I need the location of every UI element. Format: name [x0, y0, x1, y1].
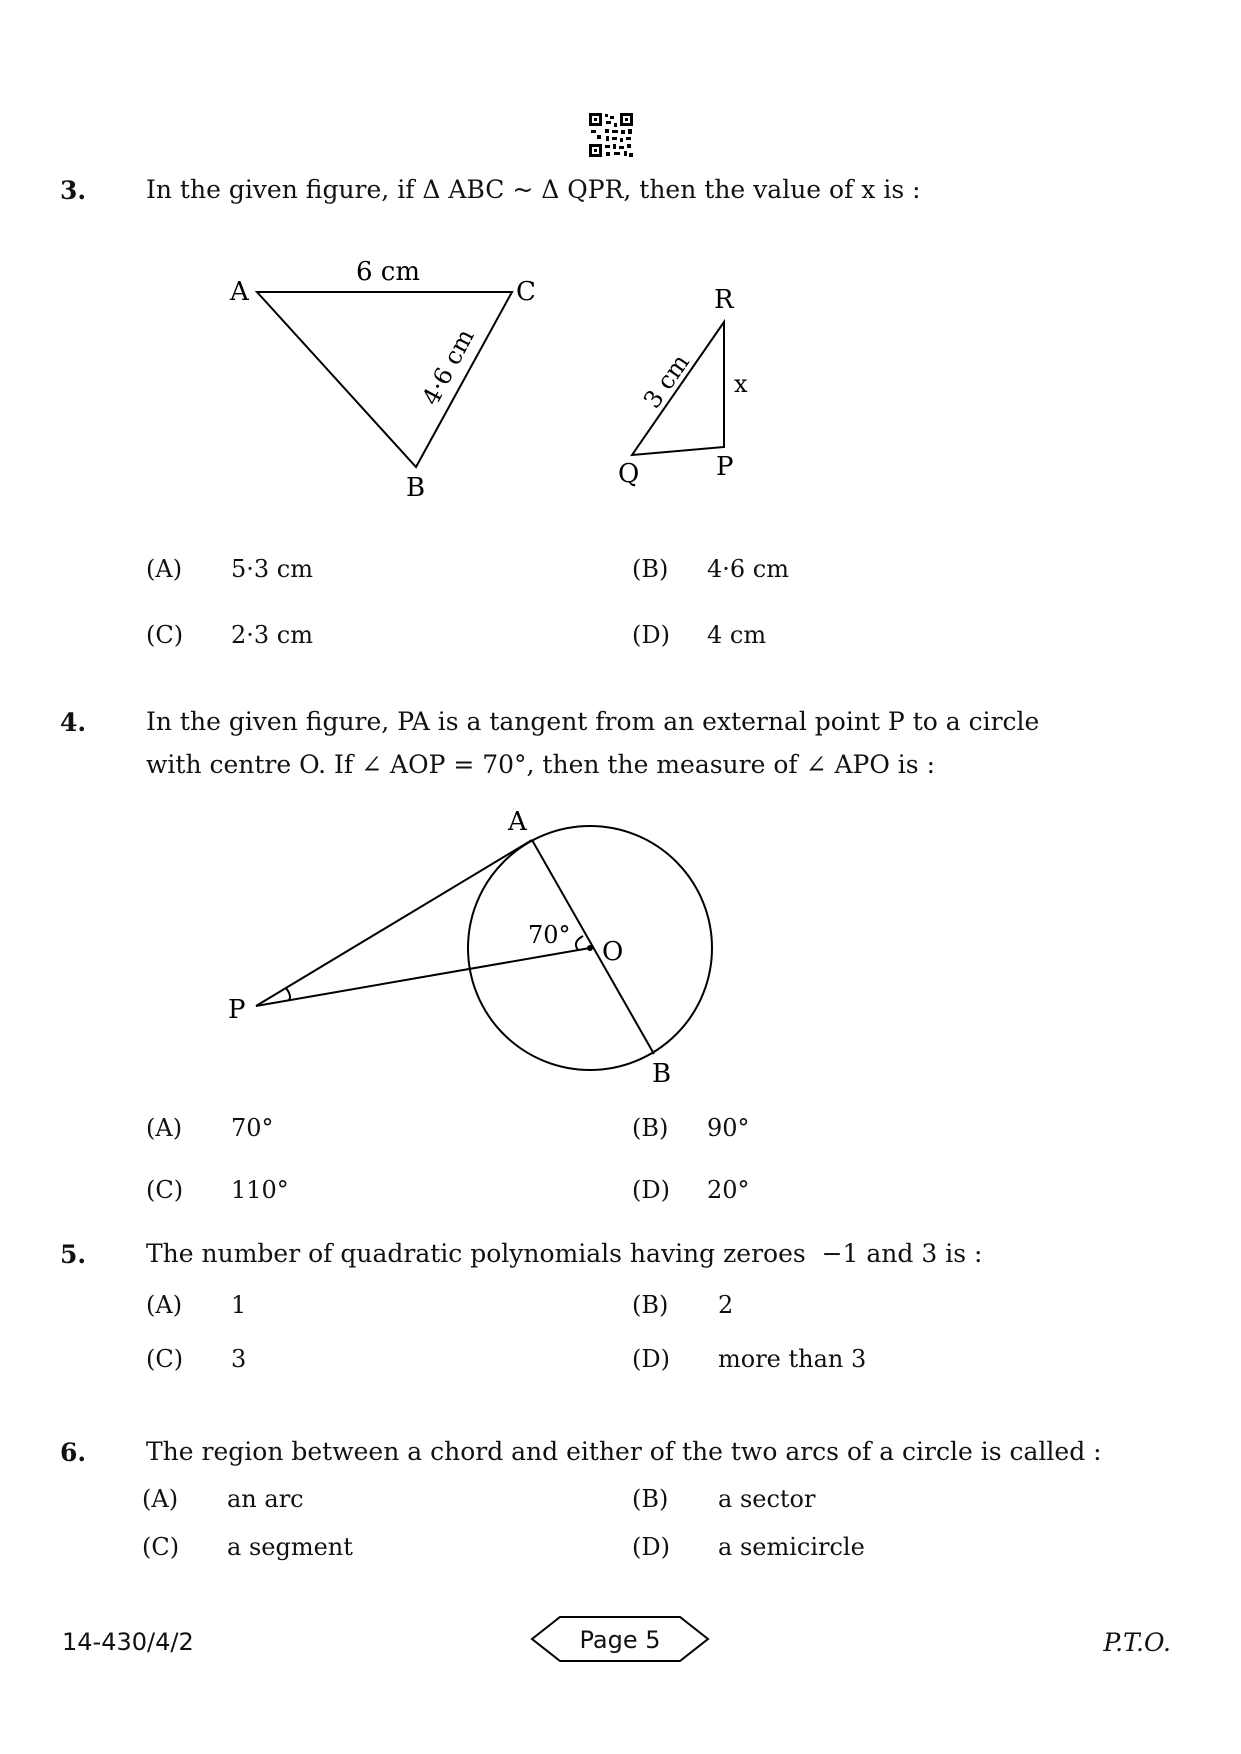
q5-option-b-letter: (B): [632, 1291, 669, 1319]
q4-option-d-letter: (D): [632, 1176, 670, 1204]
question-5-number: 5.: [60, 1240, 87, 1269]
vertex-a-label: A: [230, 277, 249, 307]
q3-option-b-value: 4·6 cm: [707, 555, 789, 583]
q4-option-a-value: 70°: [231, 1114, 274, 1142]
q3-option-a-value: 5·3 cm: [231, 555, 313, 583]
side-ac-label: 6 cm: [356, 257, 421, 287]
point-a-label: A: [508, 807, 527, 837]
q3-option-b-letter: (B): [632, 555, 669, 583]
question-3-figure: [200, 250, 760, 500]
vertex-c-label: C: [516, 277, 536, 307]
question-3-text: In the given figure, if Δ ABC ~ Δ QPR, then the value of x is :: [146, 175, 921, 204]
question-3-number: 3.: [60, 176, 87, 205]
q5-option-a-value: 1: [231, 1291, 247, 1319]
qr-code-icon: [588, 112, 634, 158]
q6-option-d-letter: (D): [632, 1533, 670, 1561]
side-bc-label: 4·6 cm: [416, 324, 480, 410]
page-number: Page 5: [579, 1626, 661, 1654]
q4-option-b-letter: (B): [632, 1114, 669, 1142]
q6-option-a-value: an arc: [227, 1485, 304, 1513]
q5-option-d-value: more than 3: [718, 1345, 867, 1373]
pto-label: P.T.O.: [1103, 1628, 1171, 1657]
q5-option-c-letter: (C): [146, 1345, 184, 1373]
question-6-text: The region between a chord and either of the two arcs of a circle is called :: [146, 1437, 1102, 1466]
q4-option-c-value: 110°: [231, 1176, 289, 1204]
q5-option-b-value: 2: [718, 1291, 734, 1319]
q3-option-a-letter: (A): [146, 555, 183, 583]
paper-code: 14-430/4/2: [62, 1628, 194, 1656]
question-6-number: 6.: [60, 1438, 87, 1467]
q4-option-d-value: 20°: [707, 1176, 750, 1204]
q4-option-a-letter: (A): [146, 1114, 183, 1142]
vertex-r-label: R: [714, 285, 734, 315]
q6-option-b-letter: (B): [632, 1485, 669, 1513]
vertex-p-label: P: [716, 452, 734, 482]
question-5-text: The number of quadratic polynomials having zeroes −1 and 3 is :: [146, 1239, 983, 1268]
q6-option-a-letter: (A): [142, 1485, 179, 1513]
centre-point: [587, 945, 593, 951]
point-b-label: B: [652, 1059, 672, 1089]
q3-option-c-letter: (C): [146, 621, 184, 649]
side-pr-label: x: [734, 370, 748, 398]
side-qr-label: 3 cm: [637, 348, 695, 414]
angle-aop-label: 70°: [528, 921, 571, 949]
q6-option-d-value: a semicircle: [718, 1533, 865, 1561]
q3-option-d-letter: (D): [632, 621, 670, 649]
q4-option-c-letter: (C): [146, 1176, 184, 1204]
point-o-label: O: [602, 937, 624, 967]
q6-option-b-value: a sector: [718, 1485, 816, 1513]
triangle-abc: [257, 292, 512, 467]
q4-option-b-value: 90°: [707, 1114, 750, 1142]
point-p-label: P: [228, 995, 246, 1025]
vertex-b-label: B: [406, 473, 426, 500]
angle-apo-arc: [286, 988, 290, 1000]
angle-aop-arc: [576, 936, 583, 950]
q3-option-c-value: 2·3 cm: [231, 621, 313, 649]
question-4-number: 4.: [60, 708, 87, 737]
question-4-line-2: with centre O. If ∠ AOP = 70°, then the measure of ∠ APO is :: [146, 750, 936, 779]
vertex-q-label: Q: [618, 459, 640, 489]
q6-option-c-letter: (C): [142, 1533, 180, 1561]
question-4-figure: [200, 800, 740, 1090]
q5-option-d-letter: (D): [632, 1345, 670, 1373]
q6-option-c-value: a segment: [227, 1533, 353, 1561]
q5-option-a-letter: (A): [146, 1291, 183, 1319]
q3-option-d-value: 4 cm: [707, 621, 767, 649]
question-4-line-1: In the given figure, PA is a tangent from an external point P to a circle: [146, 707, 1040, 736]
q5-option-c-value: 3: [231, 1345, 247, 1373]
